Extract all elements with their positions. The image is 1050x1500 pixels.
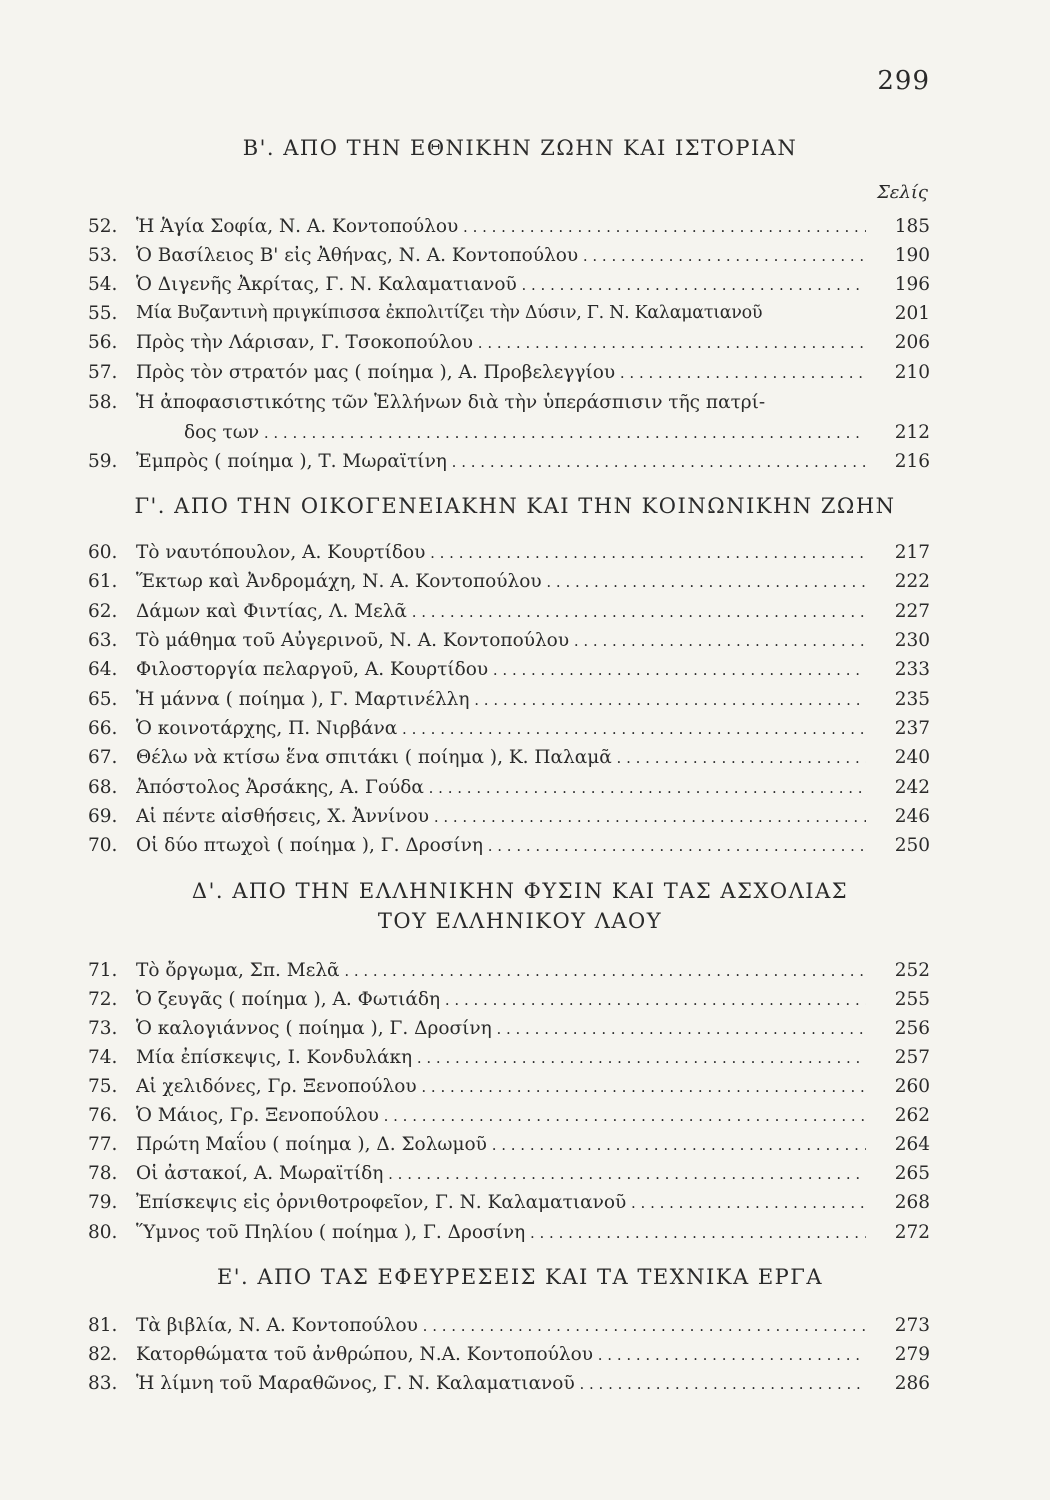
- entry-number: 68.: [88, 777, 118, 798]
- entry-title: Ὁ Διγενῆς Ἀκρίτας, Γ. Ν. Καλαματιανοῦ . . .: [136, 270, 866, 300]
- toc-entry: [88, 1072, 930, 1101]
- entry-title: Οἱ δύο πτωχοὶ ( ποίημα ), Γ. Δροσίνη . . .: [136, 831, 866, 861]
- entry-number: 67.: [88, 747, 118, 768]
- entry-number: 64.: [88, 659, 118, 680]
- toc-entry: [88, 567, 930, 596]
- entry-number: 77.: [88, 1134, 118, 1155]
- toc-entry: [88, 538, 930, 567]
- entry-number: 71.: [88, 960, 118, 981]
- toc-entry: [88, 714, 930, 743]
- entry-title: Μία ἐπίσκεψις, Ι. Κονδυλάκη . . .: [136, 1043, 866, 1073]
- entry-number: 82.: [88, 1344, 118, 1365]
- entry-page: 230: [894, 630, 930, 651]
- entry-page: 262: [894, 1105, 930, 1126]
- entry-number: 58.: [88, 392, 118, 413]
- toc-entry: [88, 1340, 930, 1369]
- toc-entry: [88, 597, 930, 626]
- entry-number: 55.: [88, 303, 118, 324]
- entry-number: 53.: [88, 245, 118, 266]
- toc-entry: [88, 1101, 930, 1130]
- section-heading-c: Γ'. ΑΠΟ ΤΗΝ ΟΙΚΟΓΕΝΕΙΑΚΗΝ ΚΑΙ ΤΗΝ ΚΟΙΝΩΝΙΚΗΝ ΖΩΗΝ: [134, 494, 896, 518]
- section-heading-d: Δ'. ΑΠΟ ΤΗΝ ΕΛΛΗΝΙΚΗΝ ΦΥΣΙΝ ΚΑΙ ΤΑΣ ΑΣΧΟΛΙΑΣ: [191, 879, 849, 903]
- entry-title: Ὁ Βασίλειος Β' εἰς Ἀθήνας, Ν. Α. Κοντοπούλου . . .: [136, 241, 866, 271]
- entry-title: Ὁ Μάιος, Γρ. Ξενοπούλου . . .: [136, 1101, 866, 1131]
- toc-entry: [88, 1311, 930, 1340]
- toc-entry: [88, 299, 930, 328]
- entry-title: Ἀπόστολος Ἀρσάκης, Α. Γούδα . . .: [136, 773, 866, 803]
- toc-entry: [88, 1159, 930, 1188]
- entry-page: 235: [894, 689, 930, 710]
- entry-title: Τὸ μάθημα τοῦ Αὐγερινοῦ, Ν. Α. Κοντοπούλου . . .: [136, 626, 866, 656]
- entry-number: 56.: [88, 332, 118, 353]
- toc-entry: [88, 626, 930, 655]
- toc-entry-continuation: [88, 418, 930, 447]
- section-heading-b: Β'. ΑΠΟ ΤΗΝ ΕΘΝΙΚΗΝ ΖΩΗΝ ΚΑΙ ΙΣΤΟΡΙΑΝ: [242, 136, 798, 160]
- entry-page: 222: [894, 571, 930, 592]
- toc-entry: [88, 358, 930, 387]
- section-heading-d-line2: ΤΟΥ ΕΛΛΗΝΙΚΟΥ ΛΑΟΥ: [377, 909, 663, 933]
- entry-page: 256: [894, 1018, 930, 1039]
- entry-number: 61.: [88, 571, 118, 592]
- entry-title: Μία Βυζαντινὴ πριγκίπισσα ἐκπολιτίζει τὴν Δύσιν, Γ. Ν. Καλαματιανοῦ: [136, 303, 763, 323]
- entry-page: 250: [894, 835, 930, 856]
- page-number: 299: [877, 66, 930, 96]
- entry-page: 260: [894, 1076, 930, 1097]
- entry-number: 65.: [88, 689, 118, 710]
- entry-number: 83.: [88, 1373, 118, 1394]
- entry-number: 79.: [88, 1192, 118, 1213]
- entry-number: 69.: [88, 806, 118, 827]
- entry-number: 74.: [88, 1047, 118, 1068]
- toc-entry: [88, 773, 930, 802]
- entry-page: 286: [894, 1373, 930, 1394]
- entry-page: 246: [894, 806, 930, 827]
- entry-title: Φιλοστοργία πελαργοῦ, Α. Κουρτίδου . . .: [136, 655, 866, 685]
- entry-title: Ἡ λίμνη τοῦ Μαραθῶνος, Γ. Ν. Καλαματιανοῦ . . .: [136, 1369, 866, 1399]
- toc-entry: [88, 1218, 930, 1247]
- toc-entry: [88, 1130, 930, 1159]
- entry-number: 72.: [88, 989, 118, 1010]
- entry-page: 212: [894, 422, 930, 443]
- entry-page: 233: [894, 659, 930, 680]
- entry-number: 78.: [88, 1163, 118, 1184]
- toc-entry: [88, 1369, 930, 1398]
- entry-title: Ἐπίσκεψις εἰς ὀρνιθοτροφεῖον, Γ. Ν. Καλαματιανοῦ . . .: [136, 1188, 866, 1218]
- toc-entry: [88, 743, 930, 772]
- entry-title: Δάμων καὶ Φιντίας, Λ. Μελᾶ . . .: [136, 597, 866, 627]
- entry-number: 60.: [88, 542, 118, 563]
- entry-title: Ὕμνος τοῦ Πηλίου ( ποίημα ), Γ. Δροσίνη . . .: [136, 1218, 866, 1248]
- entry-page: 237: [894, 718, 930, 739]
- entry-page: 272: [894, 1222, 930, 1243]
- entry-page: 196: [894, 274, 930, 295]
- entry-page: 216: [894, 451, 930, 472]
- entry-title: Ὁ κοινοτάρχης, Π. Νιρβάνα . . .: [136, 714, 866, 744]
- entry-number: 75.: [88, 1076, 118, 1097]
- page-column-label: Σελίς: [877, 182, 928, 203]
- toc-entry: [88, 447, 930, 476]
- entry-number: 59.: [88, 451, 118, 472]
- entry-title-continuation: δος των . . .: [136, 418, 866, 448]
- toc-entry: [88, 1014, 930, 1043]
- entry-page: 227: [894, 601, 930, 622]
- entry-page: 190: [894, 245, 930, 266]
- entry-page: 217: [894, 542, 930, 563]
- entry-title: Πρὸς τὸν στρατόν μας ( ποίημα ), Α. Προβελεγγίου . . .: [136, 358, 866, 388]
- entry-title: Τὸ ὄργωμα, Σπ. Μελᾶ . . .: [136, 956, 866, 986]
- entry-title: Αἱ χελιδόνες, Γρ. Ξενοπούλου . . .: [136, 1072, 866, 1102]
- toc-entry: [88, 985, 930, 1014]
- entry-number: 70.: [88, 835, 118, 856]
- toc-entry: [88, 1043, 930, 1072]
- entry-title: Τὸ ναυτόπουλον, Α. Κουρτίδου . . .: [136, 538, 866, 568]
- entry-number: 80.: [88, 1222, 118, 1243]
- entry-title: Οἱ ἀστακοί, Α. Μωραϊτίδη . . .: [136, 1159, 866, 1189]
- toc-entry: [88, 388, 930, 417]
- entry-page: 240: [894, 747, 930, 768]
- entry-number: 62.: [88, 601, 118, 622]
- entry-number: 57.: [88, 362, 118, 383]
- toc-entry: [88, 328, 930, 357]
- entry-title: Αἱ πέντε αἰσθήσεις, Χ. Ἀννίνου . . .: [136, 802, 866, 832]
- toc-entry: [88, 1188, 930, 1217]
- toc-entry: [88, 685, 930, 714]
- entry-title: Ἡ ἀποφασιστικότης τῶν Ἑλλήνων διὰ τὴν ὑπεράσπισιν τῆς πατρί-: [136, 392, 766, 413]
- entry-page: 201: [894, 303, 930, 324]
- entry-number: 52.: [88, 216, 118, 237]
- entry-page: 279: [894, 1344, 930, 1365]
- entry-number: 76.: [88, 1105, 118, 1126]
- entry-title: Ἡ μάννα ( ποίημα ), Γ. Μαρτινέλλη . . .: [136, 685, 866, 715]
- entry-page: 273: [894, 1315, 930, 1336]
- entry-page: 252: [894, 960, 930, 981]
- entry-number: 73.: [88, 1018, 118, 1039]
- toc-entry: [88, 956, 930, 985]
- entry-title: Ἡ Ἁγία Σοφία, Ν. Α. Κοντοπούλου . . .: [136, 212, 866, 242]
- entry-page: 257: [894, 1047, 930, 1068]
- entry-page: 264: [894, 1134, 930, 1155]
- entry-page: 268: [894, 1192, 930, 1213]
- entry-page: 206: [894, 332, 930, 353]
- toc-entry: [88, 831, 930, 860]
- entry-title: Κατορθώματα τοῦ ἀνθρώπου, Ν.Α. Κοντοπούλου . . .: [136, 1340, 866, 1370]
- entry-number: 54.: [88, 274, 118, 295]
- toc-entry: [88, 655, 930, 684]
- entry-number: 63.: [88, 630, 118, 651]
- entry-page: 210: [894, 362, 930, 383]
- toc-entry: [88, 241, 930, 270]
- entry-title: Ὁ καλογιάννος ( ποίημα ), Γ. Δροσίνη . . .: [136, 1014, 866, 1044]
- entry-number: 81.: [88, 1315, 118, 1336]
- entry-page: 255: [894, 989, 930, 1010]
- entry-title: Ἕκτωρ καὶ Ἀνδρομάχη, Ν. Α. Κοντοπούλου . . .: [136, 567, 866, 597]
- entry-title: Ὁ ζευγᾶς ( ποίημα ), Α. Φωτιάδη . . .: [136, 985, 866, 1015]
- entry-page: 185: [894, 216, 930, 237]
- entry-title: Πρὸς τὴν Λάρισαν, Γ. Τσοκοπούλου . . .: [136, 328, 866, 358]
- entry-page: 265: [894, 1163, 930, 1184]
- entry-title: Τὰ βιβλία, Ν. Α. Κοντοπούλου . . .: [136, 1311, 866, 1341]
- entry-title: Θέλω νὰ κτίσω ἕνα σπιτάκι ( ποίημα ), Κ. Παλαμᾶ . . .: [136, 743, 866, 773]
- toc-entry: [88, 212, 930, 241]
- toc-entry: [88, 270, 930, 299]
- entry-page: 242: [894, 777, 930, 798]
- entry-number: 66.: [88, 718, 118, 739]
- section-heading-e: Ε'. ΑΠΟ ΤΑΣ ΕΦΕΥΡΕΣΕΙΣ ΚΑΙ ΤΑ ΤΕΧΝΙΚΑ ΕΡΓΑ: [216, 1265, 824, 1289]
- entry-title: Ἐμπρὸς ( ποίημα ), Τ. Μωραϊτίνη . . .: [136, 447, 866, 477]
- toc-entry: [88, 802, 930, 831]
- entry-title: Πρώτη Μαΐου ( ποίημα ), Δ. Σολωμοῦ . . .: [136, 1130, 866, 1160]
